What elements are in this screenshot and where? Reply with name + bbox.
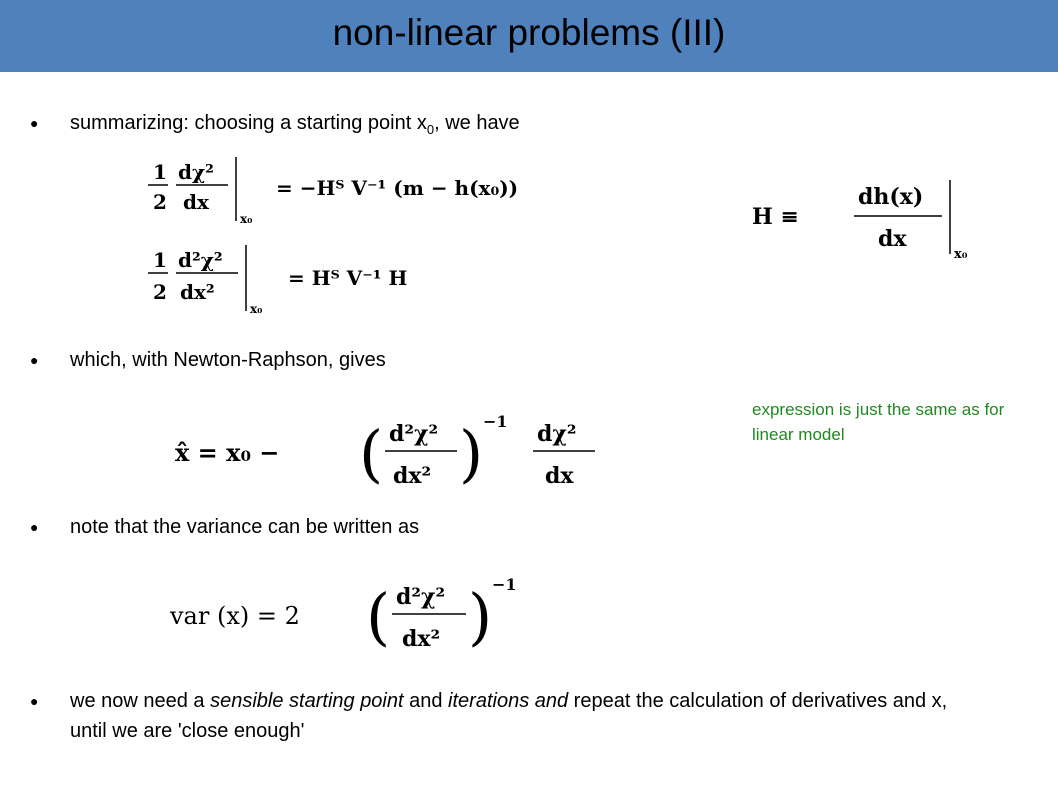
- bullet-icon: ●: [30, 115, 39, 131]
- bullet-text-part: we now need a: [70, 690, 211, 712]
- equation-gradient: [148, 155, 648, 236]
- eq2-num: d²χ²: [178, 248, 223, 272]
- eqNR-num2: dχ²: [537, 421, 577, 447]
- eqNR-num: d²χ²: [389, 421, 439, 447]
- bullet-text-part: and: [403, 690, 449, 712]
- bullet-text-part: repeat the calculation of derivatives and x, until we are 'close enough': [70, 690, 948, 742]
- eqNR-lhs: x̂ = x₀ −: [175, 438, 280, 467]
- eqNR-exp: −1: [483, 412, 508, 431]
- eqH-den: dx: [878, 226, 907, 252]
- eqH-eval: x₀: [954, 247, 968, 262]
- bullet-text-emphasis: iterations and: [448, 690, 569, 712]
- eqH-lhs: H ≡: [752, 204, 799, 230]
- eq2-eval: x₀: [250, 302, 263, 316]
- equation-h-definition: [750, 178, 1010, 274]
- eq2-rhs: = Hᵀ V⁻¹ H: [288, 266, 408, 290]
- eq1-den: dx: [183, 190, 209, 214]
- bullet-text-emphasis: sensible starting point: [210, 690, 404, 712]
- eqVar-den: dx²: [402, 626, 441, 652]
- bullet-text: summarizing: choosing a starting point x: [70, 112, 427, 134]
- eq1-half-den: 2: [153, 190, 167, 214]
- eq1-half-num: 1: [153, 160, 167, 184]
- eq1-eval: x₀: [240, 212, 253, 226]
- eqVar-num: d²χ²: [396, 584, 446, 610]
- eq2-half-num: 1: [153, 248, 167, 272]
- bullet-subscript: 0: [426, 122, 435, 137]
- bullet-icon: ●: [30, 693, 39, 709]
- eqNR-den2: dx: [545, 463, 574, 489]
- left-paren-icon: (: [366, 580, 391, 653]
- side-note: expression is just the same as for linear model: [752, 400, 1005, 444]
- eqNR-den: dx²: [393, 463, 432, 489]
- bullet-icon: ●: [30, 352, 39, 368]
- equation-newton-raphson: [175, 405, 615, 506]
- slide-title: non-linear problems (III): [332, 12, 726, 53]
- bullet-text: note that the variance can be written as: [70, 516, 420, 538]
- eq1-rhs: = −Hᵀ V⁻¹ (m − h(x₀)): [276, 176, 519, 200]
- eq1-num: dχ²: [178, 160, 214, 184]
- bullet-text: which, with Newton-Raphson, gives: [70, 349, 386, 371]
- eq2-den: dx²: [180, 280, 215, 304]
- left-paren-icon: (: [359, 417, 384, 490]
- bullet-text-end: , we have: [434, 112, 520, 134]
- eqH-num: dh(x): [858, 184, 924, 210]
- eqVar-lhs: var (x) = 2: [170, 602, 300, 630]
- equation-variance: [170, 568, 550, 669]
- eqVar-exp: −1: [492, 575, 517, 594]
- equation-hessian: [148, 243, 548, 329]
- right-paren-icon: ): [468, 580, 493, 653]
- bullet-icon: ●: [30, 519, 39, 535]
- eq2-half-den: 2: [153, 280, 167, 304]
- right-paren-icon: ): [459, 417, 484, 490]
